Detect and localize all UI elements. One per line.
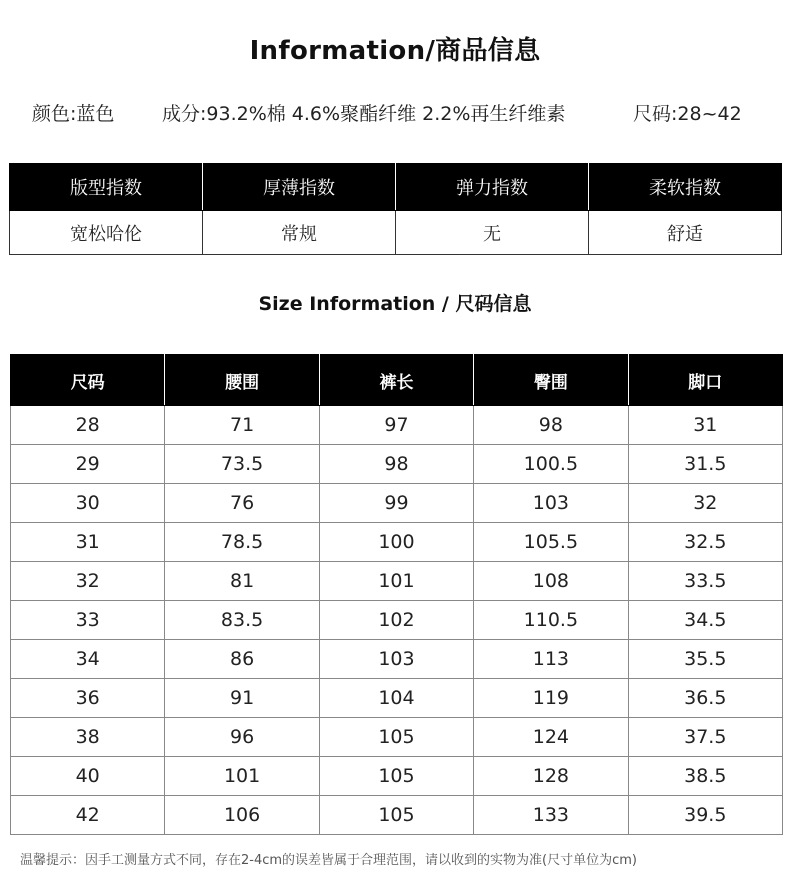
waist-cell: 76 xyxy=(165,484,319,523)
length-cell: 99 xyxy=(319,484,473,523)
hem-cell: 39.5 xyxy=(628,796,782,835)
size-cell: 40 xyxy=(11,757,165,796)
length-cell: 97 xyxy=(319,406,473,445)
table-row xyxy=(11,718,783,757)
size-table-body xyxy=(11,406,783,835)
hem-cell: 36.5 xyxy=(628,679,782,718)
length-cell: 104 xyxy=(319,679,473,718)
size-cell: 34 xyxy=(11,640,165,679)
size-section-title: Size Information / 尺码信息 xyxy=(258,293,532,315)
thickness-index-header: 厚薄指数 xyxy=(203,164,396,211)
hem-cell: 33.5 xyxy=(628,562,782,601)
hip-cell: 128 xyxy=(474,757,628,796)
hip-cell: 103 xyxy=(474,484,628,523)
size-cell: 33 xyxy=(11,601,165,640)
fit-index-header-row xyxy=(10,164,782,211)
size-cell: 31 xyxy=(11,523,165,562)
hip-cell: 100.5 xyxy=(474,445,628,484)
waist-cell: 91 xyxy=(165,679,319,718)
length-cell: 105 xyxy=(319,757,473,796)
size-cell: 30 xyxy=(11,484,165,523)
hem-cell: 38.5 xyxy=(628,757,782,796)
table-row xyxy=(11,484,783,523)
table-row xyxy=(11,757,783,796)
table-row xyxy=(11,679,783,718)
hem-cell: 31 xyxy=(628,406,782,445)
hip-cell: 105.5 xyxy=(474,523,628,562)
table-row xyxy=(11,796,783,835)
length-cell: 105 xyxy=(319,796,473,835)
hem-cell: 37.5 xyxy=(628,718,782,757)
length-cell: 101 xyxy=(319,562,473,601)
fit-index-value: 宽松哈伦 xyxy=(10,211,203,255)
table-row xyxy=(11,562,783,601)
waist-cell: 81 xyxy=(165,562,319,601)
hem-cell: 32.5 xyxy=(628,523,782,562)
waist-cell: 101 xyxy=(165,757,319,796)
hem-column-header: 脚口 xyxy=(628,355,782,406)
hem-cell: 34.5 xyxy=(628,601,782,640)
waist-cell: 106 xyxy=(165,796,319,835)
hip-cell: 98 xyxy=(474,406,628,445)
size-cell: 42 xyxy=(11,796,165,835)
table-row xyxy=(11,523,783,562)
hip-column-header: 臀围 xyxy=(474,355,628,406)
hem-cell: 31.5 xyxy=(628,445,782,484)
fit-index-table xyxy=(9,163,782,255)
size-table xyxy=(10,354,783,835)
waist-cell: 73.5 xyxy=(165,445,319,484)
length-cell: 105 xyxy=(319,718,473,757)
table-row xyxy=(11,601,783,640)
length-column-header: 裤长 xyxy=(319,355,473,406)
softness-index-header: 柔软指数 xyxy=(589,164,782,211)
waist-cell: 96 xyxy=(165,718,319,757)
hip-cell: 133 xyxy=(474,796,628,835)
hip-cell: 108 xyxy=(474,562,628,601)
waist-cell: 83.5 xyxy=(165,601,319,640)
waist-column-header: 腰围 xyxy=(165,355,319,406)
thickness-index-value: 常规 xyxy=(203,211,396,255)
table-row xyxy=(11,445,783,484)
length-cell: 100 xyxy=(319,523,473,562)
hem-cell: 32 xyxy=(628,484,782,523)
fit-index-value-row xyxy=(10,211,782,255)
measurement-note: 温馨提示：因手工测量方式不同，存在2-4cm的误差皆属于合理范围，请以收到的实物为准(尺寸单位为cm) xyxy=(20,853,637,868)
waist-cell: 78.5 xyxy=(165,523,319,562)
page-title: Information/商品信息 xyxy=(249,36,541,66)
table-row xyxy=(11,640,783,679)
waist-cell: 71 xyxy=(165,406,319,445)
length-cell: 103 xyxy=(319,640,473,679)
length-cell: 102 xyxy=(319,601,473,640)
size-cell: 38 xyxy=(11,718,165,757)
hem-cell: 35.5 xyxy=(628,640,782,679)
size-range-spec: 尺码:28~42 xyxy=(633,103,742,125)
table-row xyxy=(11,406,783,445)
length-cell: 98 xyxy=(319,445,473,484)
size-column-header: 尺码 xyxy=(11,355,165,406)
hip-cell: 113 xyxy=(474,640,628,679)
elasticity-index-value: 无 xyxy=(396,211,589,255)
size-table-header-row xyxy=(11,355,783,406)
hip-cell: 119 xyxy=(474,679,628,718)
size-cell: 29 xyxy=(11,445,165,484)
waist-cell: 86 xyxy=(165,640,319,679)
softness-index-value: 舒适 xyxy=(589,211,782,255)
hip-cell: 124 xyxy=(474,718,628,757)
size-cell: 36 xyxy=(11,679,165,718)
size-cell: 32 xyxy=(11,562,165,601)
color-spec: 颜色:蓝色 xyxy=(32,103,115,125)
fit-index-header: 版型指数 xyxy=(10,164,203,211)
composition-spec: 成分:93.2%棉 4.6%聚酯纤维 2.2%再生纤维素 xyxy=(162,103,566,125)
size-cell: 28 xyxy=(11,406,165,445)
elasticity-index-header: 弹力指数 xyxy=(396,164,589,211)
hip-cell: 110.5 xyxy=(474,601,628,640)
